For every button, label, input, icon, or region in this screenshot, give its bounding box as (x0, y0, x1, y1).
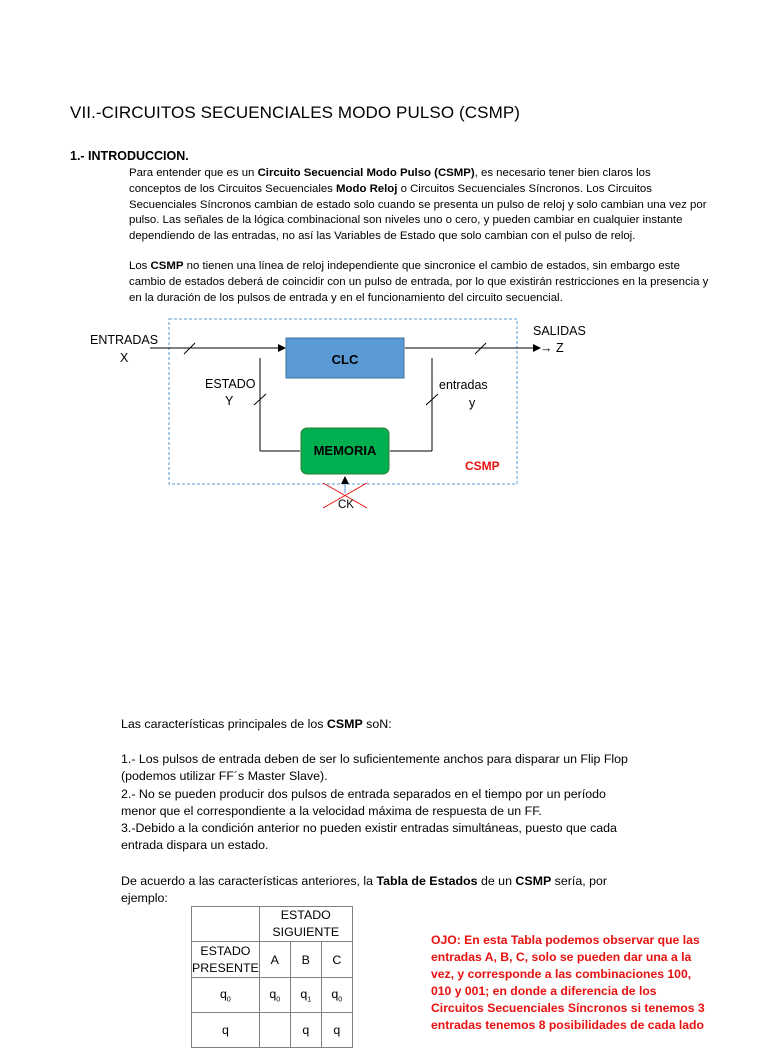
intro-line: en la duración de los pulsos de entrada y en el funcionamiento del circuito secuencial. (129, 291, 563, 304)
warning-note (431, 932, 731, 1034)
note-line: entradas tenemos 8 posibilidades de cada lado (431, 1018, 704, 1032)
state-table (191, 906, 353, 1048)
col-header-c: C (321, 942, 352, 978)
cell-subscript: 0 (338, 996, 343, 1004)
list-item-line: entrada dispara un estado. (121, 838, 269, 853)
bold-term: CSMP (150, 260, 184, 272)
intro-line (129, 166, 729, 182)
table-cell (259, 978, 290, 1013)
cell-subscript: 1 (307, 996, 312, 1004)
memoria-label: MEMORIA (313, 443, 377, 458)
note-line: Circuitos Secuenciales Síncronos si tenemos 3 (431, 1001, 705, 1015)
header-text: PRESENTE (192, 960, 259, 975)
header-present-state (192, 942, 260, 978)
bold-term: Modo Reloj (336, 182, 398, 195)
text-run: sería, por (551, 874, 608, 888)
page-title: VII.-CIRCUITOS SECUENCIALES MODO PULSO (CSMP) (70, 103, 521, 122)
table-row (192, 1013, 353, 1048)
cell-value: q (300, 986, 308, 1001)
text-run: de un (477, 874, 516, 888)
estado-label: ESTADO (205, 377, 256, 391)
salidas-label: SALIDAS (533, 324, 586, 338)
bold-term: CSMP (326, 717, 363, 731)
note-line: entradas A, B, C, solo se pueden dar una a la (431, 950, 692, 964)
intro-line (129, 259, 729, 275)
table-cell: q (192, 1013, 260, 1048)
header-cell-blank (192, 907, 260, 942)
table-cell: q (321, 1013, 352, 1048)
text-run: Los (129, 260, 151, 272)
note-line: 010 y 001; en donde a diferencia de los (431, 984, 657, 998)
text-line: ejemplo: (121, 891, 168, 906)
header-text: ESTADO (280, 908, 331, 922)
table-row (192, 942, 353, 978)
output-z-label: → Z (540, 341, 564, 355)
ck-label: CK (338, 499, 354, 511)
characteristics-list (121, 751, 721, 855)
text-run: conceptos de los Circuitos Secuenciales (129, 182, 337, 195)
excitation-y-label: y (469, 396, 476, 410)
text-run: Para entender que es un (129, 167, 258, 179)
intro-line (129, 182, 729, 198)
table-cell (192, 978, 260, 1013)
list-item-line: 1.- Los pulsos de entrada deben de ser lo suficientemente anchos para disparar un Flip Flop (121, 752, 628, 766)
bold-term: Tabla de Estados (376, 874, 478, 888)
cell-value: q (219, 986, 227, 1001)
entradas-excitation-label: entradas (439, 378, 488, 392)
intro-line: cambio de estados deberá de coincidir con un pulso de entrada, por lo que existirán restricciones en la presencia y (129, 275, 709, 288)
intro-paragraph-2 (129, 259, 729, 306)
col-header-a: A (259, 942, 290, 978)
header-next-state (259, 907, 352, 942)
list-item-line: 2.- No se pueden producir dos pulsos de entrada separados en el tiempo por un período (121, 786, 606, 801)
text-run: no tienen una línea de reloj independiente que sincronice el cambio de estados, sin embargo este (183, 260, 680, 272)
clc-label: CLC (331, 352, 359, 367)
list-item-line: menor que el correspondiente a la velocidad máxima de respuesta de un FF. (121, 803, 542, 818)
table-cell (290, 978, 321, 1013)
section-heading: 1.- INTRODUCCION. (70, 149, 189, 163)
intro-line: pulso. Las señales de la lógica combinacional son niveles uno o cero, y pueden cambiar en cualquier instante (129, 214, 683, 227)
note-line: OJO: En esta Tabla podemos observar que las (431, 933, 700, 947)
intro-line: dependiendo de las entradas, no así las Variables de Estado que solo cambian con el pulso de reloj. (129, 230, 636, 243)
header-text: ESTADO (200, 943, 251, 958)
text-run: , es necesario tener bien claros los (474, 167, 651, 179)
entradas-label: ENTRADAS (90, 333, 159, 347)
csmp-tag: CSMP (465, 459, 500, 473)
intro-paragraph-1 (129, 166, 729, 245)
text-run: Las características principales de los (121, 717, 327, 731)
header-text: SIGUIENTE (272, 925, 340, 939)
list-item-line: (podemos utilizar FF´s Master Slave). (121, 769, 328, 784)
bold-term: Circuito Secuencial Modo Pulso (CSMP) (257, 167, 475, 179)
csmp-block-diagram (0, 310, 768, 520)
cell-value: q (269, 986, 277, 1001)
state-y-label: Y (225, 394, 234, 408)
table-row (192, 907, 353, 942)
text-run: soN: (362, 717, 392, 731)
table-row (192, 978, 353, 1013)
col-header-b: B (290, 942, 321, 978)
cell-value: q (331, 986, 339, 1001)
list-item-line: 3.-Debido a la condición anterior no pueden existir entradas simultáneas, puesto que cada (121, 821, 617, 836)
note-line: vez, y corresponde a las combinaciones 100, (431, 967, 692, 981)
cell-subscript: 0 (226, 996, 231, 1004)
table-cell (321, 978, 352, 1013)
table-intro (121, 873, 721, 908)
bold-term: CSMP (515, 874, 552, 888)
text-run: De acuerdo a las características anteriores, la (121, 874, 377, 888)
text-line (121, 873, 721, 890)
input-x-label: X (120, 351, 129, 365)
text-run: o Circuitos Secuenciales Síncronos. Los Circuitos (397, 182, 652, 195)
table-cell: q (290, 1013, 321, 1048)
text-line (121, 716, 721, 733)
characteristics-intro (121, 716, 721, 733)
intro-line: Secuenciales Síncronos cambian de estado solo cuando se presenta un pulso de reloj y solo cambian una vez por (129, 198, 707, 211)
cell-subscript: 0 (276, 996, 281, 1004)
table-cell (259, 1013, 290, 1048)
